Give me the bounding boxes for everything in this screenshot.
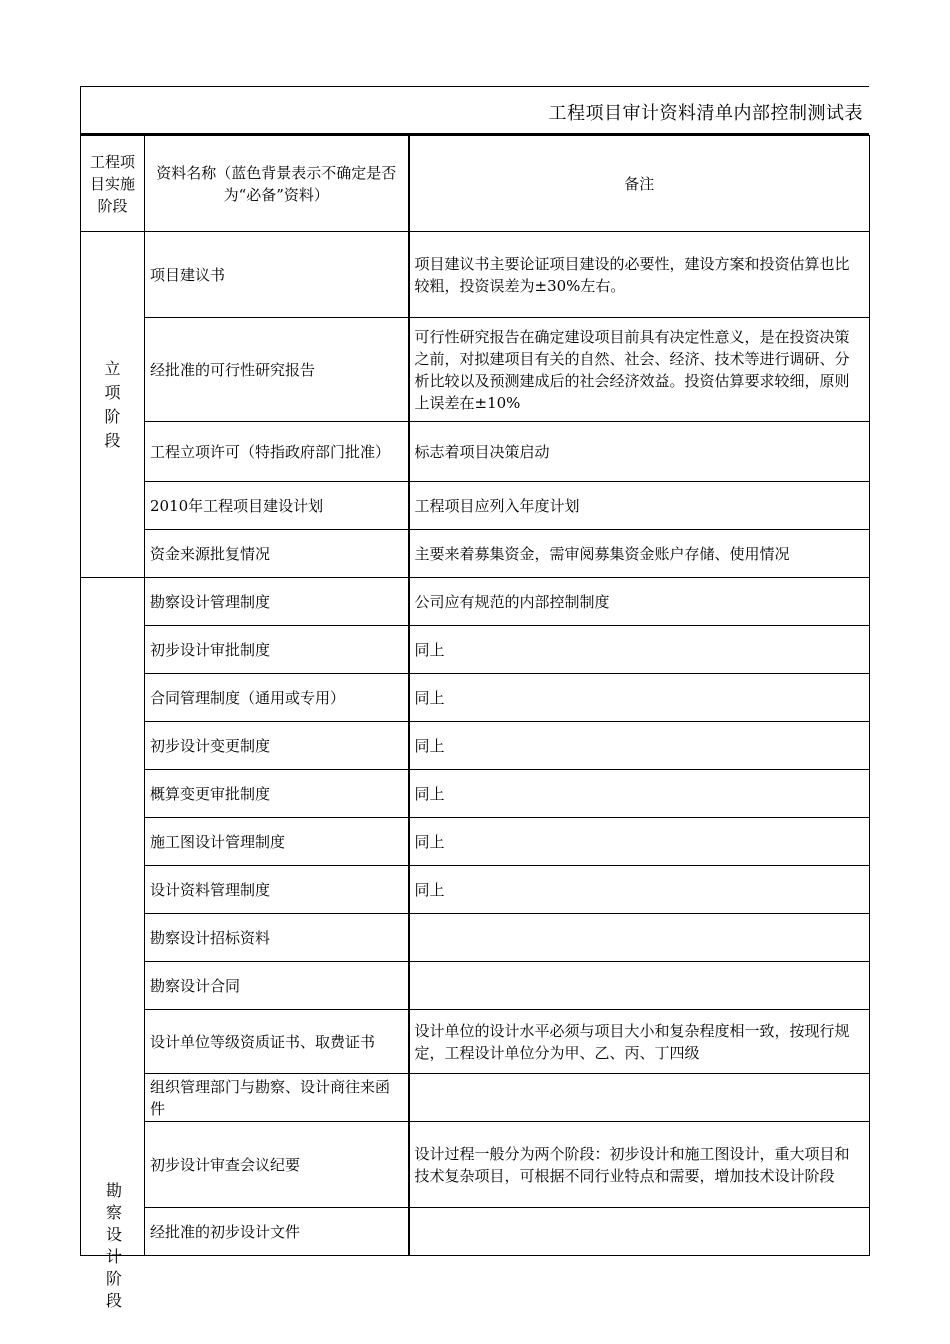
table-row — [81, 818, 870, 866]
remark: 同上 — [409, 770, 870, 818]
remark: 公司应有规范的内部控制制度 — [409, 578, 870, 626]
material-name: 概算变更审批制度 — [145, 770, 409, 818]
remark: 可行性研究报告在确定建设项目前具有决定性意义，是在投资决策之前，对拟建项目有关的自然、社会、经济、技术等进行调研、分析比较以及预测建成后的社会经济效益。投资估算要求较细，原则上误差在±10% — [409, 318, 870, 422]
material-name: 勘察设计管理制度 — [145, 578, 409, 626]
table-row — [81, 962, 870, 1010]
header-remarks: 备注 — [409, 136, 870, 232]
stage-cell-1 — [81, 232, 145, 578]
material-name: 初步设计审批制度 — [145, 626, 409, 674]
material-name: 勘察设计合同 — [145, 962, 409, 1010]
material-name: 初步设计审查会议纪要 — [145, 1122, 409, 1208]
table-row — [81, 626, 870, 674]
table-row — [81, 866, 870, 914]
table-row — [81, 1122, 870, 1208]
table-row — [81, 722, 870, 770]
material-name: 资金来源批复情况 — [145, 530, 409, 578]
title-cell — [80, 86, 869, 135]
material-name: 勘察设计招标资料 — [145, 914, 409, 962]
remark — [409, 914, 870, 962]
material-name: 组织管理部门与勘察、设计商往来函件 — [145, 1074, 409, 1122]
stage-cell-2 — [81, 578, 145, 1256]
material-name: 2010年工程项目建设计划 — [145, 482, 409, 530]
remark: 标志着项目决策启动 — [409, 422, 870, 482]
remark: 同上 — [409, 818, 870, 866]
stage-label: 立项阶段 — [104, 358, 121, 450]
header-material-name: 资料名称（蓝色背景表示不确定是否为“必备”资料） — [145, 136, 409, 232]
remark: 主要来着募集资金，需审阅募集资金账户存储、使用情况 — [409, 530, 870, 578]
table-row — [81, 1010, 870, 1074]
material-name: 设计单位等级资质证书、取费证书 — [145, 1010, 409, 1074]
material-name: 经批准的初步设计文件 — [145, 1208, 409, 1256]
table-row — [81, 318, 870, 422]
audit-checklist-table — [80, 135, 870, 1256]
remark — [409, 1208, 870, 1256]
remark — [409, 1074, 870, 1122]
header-row — [81, 136, 870, 232]
remark: 项目建议书主要论证项目建设的必要性，建设方案和投资估算也比较粗，投资误差为±30%左右。 — [409, 232, 870, 318]
remark: 同上 — [409, 866, 870, 914]
table-row — [81, 232, 870, 318]
material-name: 合同管理制度（通用或专用） — [145, 674, 409, 722]
material-name: 施工图设计管理制度 — [145, 818, 409, 866]
stage-label: 勘察设计阶段 — [105, 1181, 122, 1310]
table-row — [81, 914, 870, 962]
header-stage: 工程项目实施阶段 — [81, 136, 145, 232]
material-name: 工程立项许可（特指政府部门批准） — [145, 422, 409, 482]
remark — [409, 962, 870, 1010]
material-name: 项目建议书 — [145, 232, 409, 318]
material-name: 设计资料管理制度 — [145, 866, 409, 914]
table-row — [81, 674, 870, 722]
remark: 工程项目应列入年度计划 — [409, 482, 870, 530]
table-row — [81, 1208, 870, 1256]
table-row — [81, 578, 870, 626]
remark: 同上 — [409, 626, 870, 674]
remark: 同上 — [409, 722, 870, 770]
table-row — [81, 422, 870, 482]
material-name: 初步设计变更制度 — [145, 722, 409, 770]
table-row — [81, 1074, 870, 1122]
remark: 同上 — [409, 674, 870, 722]
table-row — [81, 770, 870, 818]
page-title: 工程项目审计资料清单内部控制测试表 — [548, 103, 863, 124]
material-name: 经批准的可行性研究报告 — [145, 318, 409, 422]
remark: 设计单位的设计水平必须与项目大小和复杂程度相一致，按现行规定，工程设计单位分为甲、乙、丙、丁四级 — [409, 1010, 870, 1074]
table-row — [81, 482, 870, 530]
table-row — [81, 530, 870, 578]
remark: 设计过程一般分为两个阶段：初步设计和施工图设计，重大项目和技术复杂项目，可根据不同行业特点和需要，增加技术设计阶段 — [409, 1122, 870, 1208]
